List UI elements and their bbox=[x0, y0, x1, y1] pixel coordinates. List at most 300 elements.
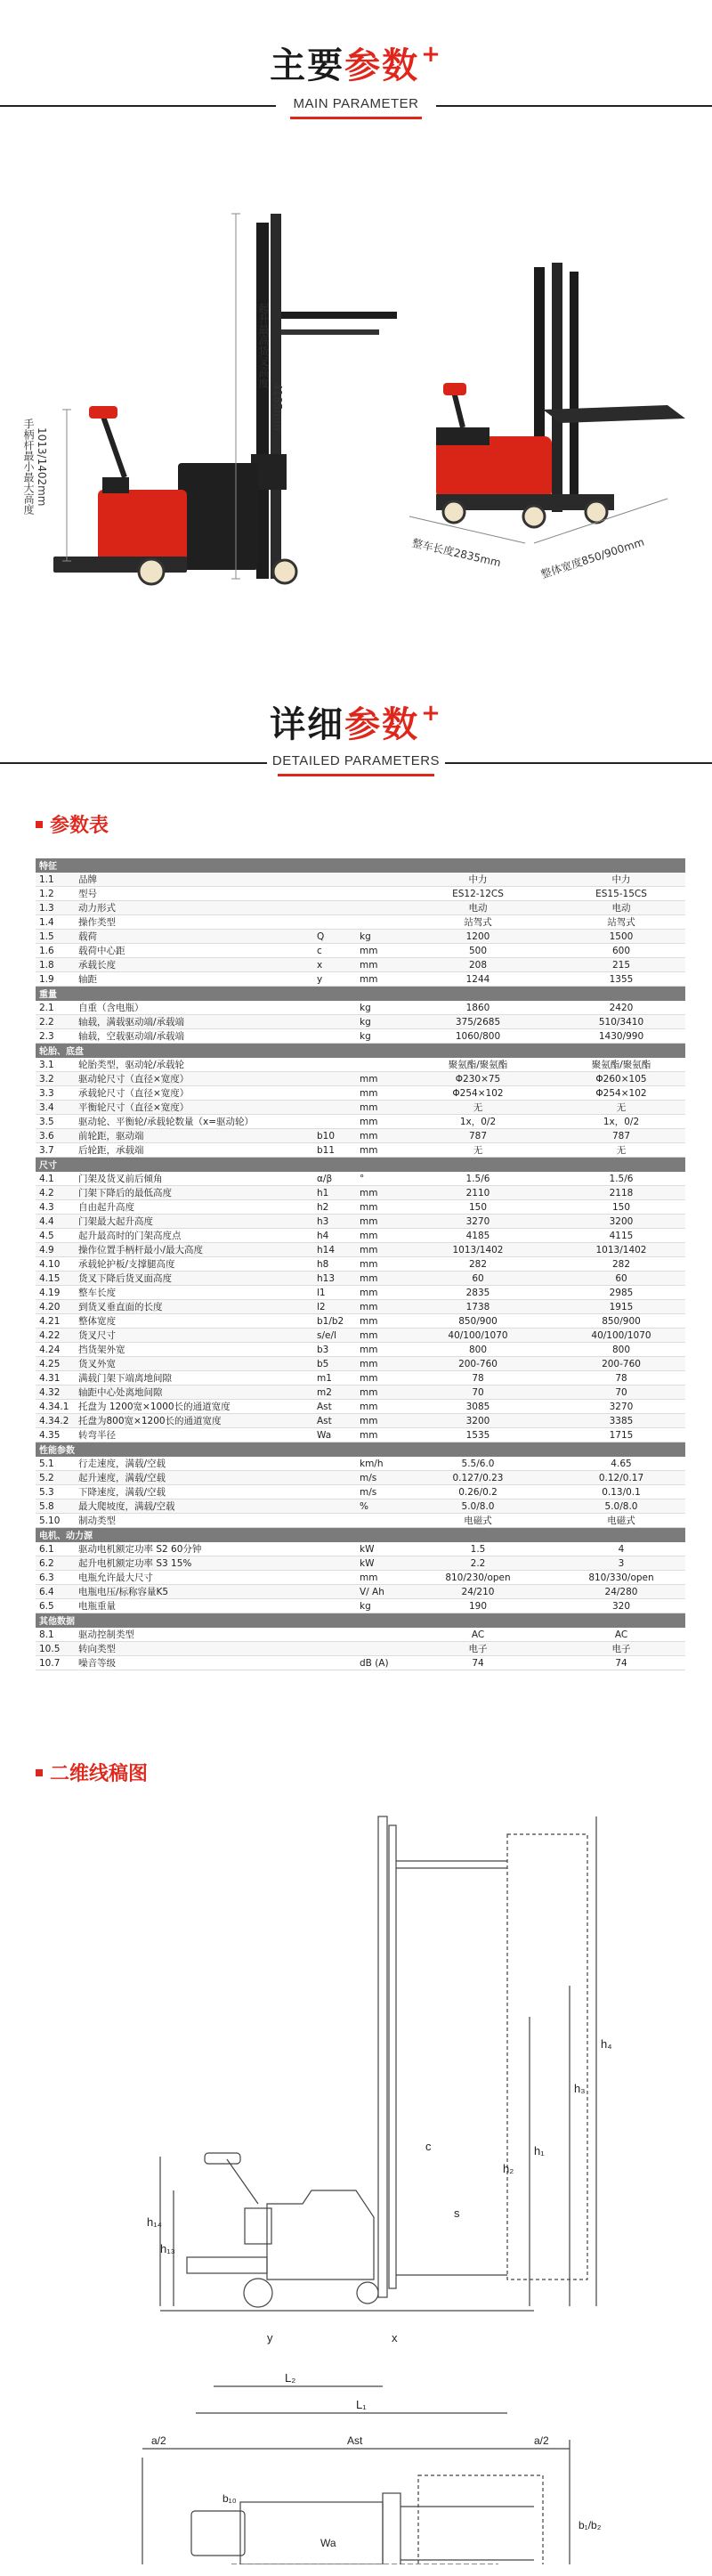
value-es15: 站驾式 bbox=[557, 915, 685, 930]
value-es12: 电磁式 bbox=[399, 1514, 557, 1528]
row-unit: mm bbox=[356, 1300, 399, 1314]
row-name: 后轮距，承载端 bbox=[75, 1143, 313, 1158]
label-s: s bbox=[454, 2206, 460, 2220]
table-row bbox=[36, 1243, 685, 1257]
table-row bbox=[36, 887, 685, 901]
row-name: 起升最高时的门架高度点 bbox=[75, 1229, 313, 1243]
row-unit: kg bbox=[356, 1599, 399, 1613]
table-row bbox=[36, 1642, 685, 1656]
value-es12: 站驾式 bbox=[399, 915, 557, 930]
title-black-part: 主要 bbox=[270, 45, 345, 86]
value-es12: 4185 bbox=[399, 1229, 557, 1243]
row-name: 起升电机额定功率 S3 15% bbox=[75, 1556, 313, 1571]
row-number: 5.10 bbox=[36, 1514, 75, 1528]
category-label: 电机、动力源 bbox=[36, 1528, 685, 1542]
table-row bbox=[36, 958, 685, 972]
value-es12: 208 bbox=[399, 958, 557, 972]
row-symbol bbox=[313, 873, 356, 887]
row-number: 3.4 bbox=[36, 1101, 75, 1115]
row-unit: kW bbox=[356, 1542, 399, 1556]
value-es15: 4115 bbox=[557, 1229, 685, 1243]
row-number: 1.1 bbox=[36, 873, 75, 887]
value-es12: 1.5/6 bbox=[399, 1172, 557, 1186]
row-name: 门架下降后的最低高度 bbox=[75, 1186, 313, 1200]
row-number: 8.1 bbox=[36, 1628, 75, 1642]
table-row bbox=[36, 1029, 685, 1044]
value-es12: 1x，0/2 bbox=[399, 1115, 557, 1129]
row-name: 自由起升高度 bbox=[75, 1200, 313, 1215]
row-symbol: b5 bbox=[313, 1357, 356, 1371]
tiller-height-label: 手柄杆最小最大高度 bbox=[22, 418, 35, 515]
row-name: 承载轮护板/支撑腿高度 bbox=[75, 1257, 313, 1272]
row-symbol: x bbox=[313, 958, 356, 972]
row-number: 4.9 bbox=[36, 1243, 75, 1257]
value-es15: 1500 bbox=[557, 930, 685, 944]
value-es12: 无 bbox=[399, 1101, 557, 1115]
value-es15: 282 bbox=[557, 1257, 685, 1272]
row-unit: mm bbox=[356, 1371, 399, 1386]
row-name: 驱动电机额定功率 S2 60分钟 bbox=[75, 1542, 313, 1556]
table-row bbox=[36, 1400, 685, 1414]
parameter-table-heading: 参数表 bbox=[36, 810, 109, 838]
subtitle-red-underline bbox=[278, 774, 434, 776]
table-category-row bbox=[36, 987, 685, 1001]
table-category-row bbox=[36, 1044, 685, 1058]
value-es12: 1738 bbox=[399, 1300, 557, 1314]
value-es15: 850/900 bbox=[557, 1314, 685, 1329]
row-unit bbox=[356, 901, 399, 915]
value-es12: 60 bbox=[399, 1272, 557, 1286]
value-es15: 510/3410 bbox=[557, 1015, 685, 1029]
row-unit: mm bbox=[356, 1400, 399, 1414]
value-es15: 0.12/0.17 bbox=[557, 1471, 685, 1485]
row-name: 型号 bbox=[75, 887, 313, 901]
row-symbol: h13 bbox=[313, 1272, 356, 1286]
category-label: 尺寸 bbox=[36, 1158, 685, 1172]
table-row bbox=[36, 1300, 685, 1314]
row-symbol: s/e/l bbox=[313, 1329, 356, 1343]
row-symbol: m1 bbox=[313, 1371, 356, 1386]
label-y: y bbox=[267, 2331, 273, 2344]
title-plus-mark: + bbox=[421, 41, 442, 68]
row-name: 轴距 bbox=[75, 972, 313, 987]
detailed-parameters-subtitle: DETAILED PARAMETERS bbox=[271, 753, 441, 768]
value-es15: 聚氨酯/聚氨酯 bbox=[557, 1058, 685, 1072]
label-a2-left: a/2 bbox=[151, 2434, 166, 2447]
stacker-perspective-photo bbox=[400, 249, 703, 552]
row-name: 电瓶电压/标称容量K5 bbox=[75, 1585, 313, 1599]
subtitle-red-underline bbox=[290, 117, 422, 119]
row-symbol: m2 bbox=[313, 1386, 356, 1400]
row-symbol: l2 bbox=[313, 1300, 356, 1314]
value-es15: 787 bbox=[557, 1129, 685, 1143]
row-symbol bbox=[313, 1556, 356, 1571]
row-number: 4.22 bbox=[36, 1329, 75, 1343]
table-category-row bbox=[36, 1613, 685, 1628]
row-name: 承载长度 bbox=[75, 958, 313, 972]
value-es15: 0.13/0.1 bbox=[557, 1485, 685, 1499]
value-es12: 3200 bbox=[399, 1414, 557, 1428]
parameter-table bbox=[36, 858, 685, 1670]
value-es15: 215 bbox=[557, 958, 685, 972]
row-symbol: b10 bbox=[313, 1129, 356, 1143]
value-es15: 1430/990 bbox=[557, 1029, 685, 1044]
row-unit: kg bbox=[356, 930, 399, 944]
value-es12: 800 bbox=[399, 1343, 557, 1357]
row-name: 转弯半径 bbox=[75, 1428, 313, 1442]
stacker-side-photo bbox=[18, 196, 409, 588]
row-number: 4.21 bbox=[36, 1314, 75, 1329]
row-symbol: y bbox=[313, 972, 356, 987]
row-symbol bbox=[313, 1485, 356, 1499]
value-es12: 聚氨酯/聚氨酯 bbox=[399, 1058, 557, 1072]
table-row bbox=[36, 1585, 685, 1599]
row-number: 4.32 bbox=[36, 1386, 75, 1400]
row-symbol bbox=[313, 1514, 356, 1528]
row-name: 货叉尺寸 bbox=[75, 1329, 313, 1343]
value-es12: 2835 bbox=[399, 1286, 557, 1300]
row-number: 3.3 bbox=[36, 1086, 75, 1101]
row-symbol bbox=[313, 1001, 356, 1015]
value-es12: 1060/800 bbox=[399, 1029, 557, 1044]
row-name: 操作位置手柄杆最小/最大高度 bbox=[75, 1243, 313, 1257]
row-symbol bbox=[313, 1058, 356, 1072]
label-x: x bbox=[392, 2331, 398, 2344]
row-unit: ° bbox=[356, 1172, 399, 1186]
value-es12: 无 bbox=[399, 1143, 557, 1158]
row-unit: mm bbox=[356, 958, 399, 972]
row-unit bbox=[356, 915, 399, 930]
table-row bbox=[36, 1457, 685, 1471]
row-symbol bbox=[313, 1571, 356, 1585]
row-unit: mm bbox=[356, 1143, 399, 1158]
value-es15: 3 bbox=[557, 1556, 685, 1571]
row-symbol: h8 bbox=[313, 1257, 356, 1272]
row-symbol bbox=[313, 1086, 356, 1101]
row-number: 1.2 bbox=[36, 887, 75, 901]
title-red-part: 参数 bbox=[344, 45, 420, 86]
value-es15: 2420 bbox=[557, 1001, 685, 1015]
row-number: 5.2 bbox=[36, 1471, 75, 1485]
row-name: 起升速度，满载/空载 bbox=[75, 1471, 313, 1485]
table-row bbox=[36, 1485, 685, 1499]
line-drawing bbox=[0, 1799, 712, 2564]
row-unit: mm bbox=[356, 1329, 399, 1343]
label-l2: L₂ bbox=[285, 2371, 296, 2385]
value-es12: 电动 bbox=[399, 901, 557, 915]
row-unit: mm bbox=[356, 1186, 399, 1200]
row-name: 门架及货叉前后倾角 bbox=[75, 1172, 313, 1186]
row-symbol: Wa bbox=[313, 1428, 356, 1442]
value-es12: 1535 bbox=[399, 1428, 557, 1442]
row-unit: V/ Ah bbox=[356, 1585, 399, 1599]
row-name: 承载轮尺寸（直径×宽度） bbox=[75, 1086, 313, 1101]
table-row bbox=[36, 1414, 685, 1428]
table-row bbox=[36, 944, 685, 958]
row-name: 载荷中心距 bbox=[75, 944, 313, 958]
row-symbol: b3 bbox=[313, 1343, 356, 1357]
value-es15: 5.0/8.0 bbox=[557, 1499, 685, 1514]
value-es12: 190 bbox=[399, 1599, 557, 1613]
value-es12: AC bbox=[399, 1628, 557, 1642]
row-name: 挡货架外宽 bbox=[75, 1343, 313, 1357]
value-es15: 800 bbox=[557, 1343, 685, 1357]
row-unit: kW bbox=[356, 1556, 399, 1571]
row-unit bbox=[356, 1642, 399, 1656]
category-label: 轮胎、底盘 bbox=[36, 1044, 685, 1058]
table-row bbox=[36, 1499, 685, 1514]
row-name: 驱动轮尺寸（直径×宽度） bbox=[75, 1072, 313, 1086]
label-h14: h₁₄ bbox=[147, 2215, 162, 2229]
category-label: 重量 bbox=[36, 987, 685, 1001]
row-name: 轴载，满载驱动端/承载端 bbox=[75, 1015, 313, 1029]
lift-height-value: 4185mm bbox=[271, 383, 284, 431]
row-name: 电瓶允许最大尺寸 bbox=[75, 1571, 313, 1585]
label-h2: h₂ bbox=[503, 2162, 514, 2175]
table-row bbox=[36, 1072, 685, 1086]
table-row bbox=[36, 1001, 685, 1015]
table-row bbox=[36, 1200, 685, 1215]
row-unit: mm bbox=[356, 944, 399, 958]
row-unit: kg bbox=[356, 1015, 399, 1029]
value-es15: 1915 bbox=[557, 1300, 685, 1314]
value-es15: 24/280 bbox=[557, 1585, 685, 1599]
value-es12: ES12-12CS bbox=[399, 887, 557, 901]
row-number: 5.1 bbox=[36, 1457, 75, 1471]
label-l1: L₁ bbox=[356, 2398, 367, 2411]
table-row bbox=[36, 1272, 685, 1286]
value-es12: 74 bbox=[399, 1656, 557, 1670]
table-row bbox=[36, 1542, 685, 1556]
row-name: 动力形式 bbox=[75, 901, 313, 915]
table-row bbox=[36, 1086, 685, 1101]
row-name: 货叉下降后货叉面高度 bbox=[75, 1272, 313, 1286]
row-name: 噪音等级 bbox=[75, 1656, 313, 1670]
row-number: 3.1 bbox=[36, 1058, 75, 1072]
row-symbol bbox=[313, 887, 356, 901]
row-number: 5.3 bbox=[36, 1485, 75, 1499]
row-symbol: α/β bbox=[313, 1172, 356, 1186]
table-row bbox=[36, 1129, 685, 1143]
value-es15: 1013/1402 bbox=[557, 1243, 685, 1257]
row-number: 4.24 bbox=[36, 1343, 75, 1357]
value-es15: 78 bbox=[557, 1371, 685, 1386]
value-es12: 电子 bbox=[399, 1642, 557, 1656]
row-number: 3.7 bbox=[36, 1143, 75, 1158]
value-es15: 2985 bbox=[557, 1286, 685, 1300]
row-unit: mm bbox=[356, 1257, 399, 1272]
row-name: 整车长度 bbox=[75, 1286, 313, 1300]
row-number: 5.8 bbox=[36, 1499, 75, 1514]
row-symbol bbox=[313, 915, 356, 930]
row-name: 托盘为800宽×1200长的通道宽度 bbox=[75, 1414, 313, 1428]
value-es15: 电子 bbox=[557, 1642, 685, 1656]
table-row bbox=[36, 1015, 685, 1029]
value-es12: 24/210 bbox=[399, 1585, 557, 1599]
value-es15: 1715 bbox=[557, 1428, 685, 1442]
row-name: 驱动控制类型 bbox=[75, 1628, 313, 1642]
table-row bbox=[36, 1215, 685, 1229]
value-es15: 70 bbox=[557, 1386, 685, 1400]
value-es12: 375/2685 bbox=[399, 1015, 557, 1029]
row-number: 1.3 bbox=[36, 901, 75, 915]
value-es12: 787 bbox=[399, 1129, 557, 1143]
side-view-drawing bbox=[160, 1816, 596, 2413]
category-label: 性能参数 bbox=[36, 1442, 685, 1457]
row-unit: mm bbox=[356, 1072, 399, 1086]
row-symbol bbox=[313, 1101, 356, 1115]
value-es15: 810/330/open bbox=[557, 1571, 685, 1585]
value-es12: 1860 bbox=[399, 1001, 557, 1015]
row-number: 1.8 bbox=[36, 958, 75, 972]
table-row bbox=[36, 873, 685, 887]
label-h13: h₁₃ bbox=[160, 2242, 175, 2255]
overall-length-label: 整车长度2835mm bbox=[410, 536, 503, 570]
row-number: 4.20 bbox=[36, 1300, 75, 1314]
row-symbol bbox=[313, 1628, 356, 1642]
value-es15: 无 bbox=[557, 1143, 685, 1158]
table-row bbox=[36, 1329, 685, 1343]
value-es15: 200-760 bbox=[557, 1357, 685, 1371]
label-wa: Wa bbox=[320, 2537, 336, 2549]
row-symbol bbox=[313, 1015, 356, 1029]
row-name: 轴距中心处离地间隙 bbox=[75, 1386, 313, 1400]
value-es15: 600 bbox=[557, 944, 685, 958]
row-symbol bbox=[313, 901, 356, 915]
value-es15: 1355 bbox=[557, 972, 685, 987]
row-unit: mm bbox=[356, 1086, 399, 1101]
row-name: 下降速度，满载/空载 bbox=[75, 1485, 313, 1499]
row-unit: mm bbox=[356, 1414, 399, 1428]
value-es12: 5.5/6.0 bbox=[399, 1457, 557, 1471]
row-symbol bbox=[313, 1029, 356, 1044]
row-unit bbox=[356, 873, 399, 887]
row-symbol bbox=[313, 1471, 356, 1485]
row-name: 轮胎类型，驱动轮/承载轮 bbox=[75, 1058, 313, 1072]
table-row bbox=[36, 1257, 685, 1272]
row-name: 轴载，空载驱动端/承载端 bbox=[75, 1029, 313, 1044]
row-symbol: h14 bbox=[313, 1243, 356, 1257]
row-unit: mm bbox=[356, 1571, 399, 1585]
table-row bbox=[36, 1514, 685, 1528]
value-es12: Φ230×75 bbox=[399, 1072, 557, 1086]
row-name: 到货叉垂直面的长度 bbox=[75, 1300, 313, 1314]
row-symbol bbox=[313, 1585, 356, 1599]
table-row bbox=[36, 1428, 685, 1442]
row-unit: dB (A) bbox=[356, 1656, 399, 1670]
table-row bbox=[36, 1556, 685, 1571]
row-symbol: h4 bbox=[313, 1229, 356, 1243]
title-plus-mark: + bbox=[421, 700, 442, 727]
table-row bbox=[36, 930, 685, 944]
table-row bbox=[36, 1143, 685, 1158]
label-h1: h₁ bbox=[534, 2144, 545, 2158]
row-number: 6.4 bbox=[36, 1585, 75, 1599]
table-row bbox=[36, 1314, 685, 1329]
table-category-row bbox=[36, 1442, 685, 1457]
row-symbol: Ast bbox=[313, 1400, 356, 1414]
row-name: 自重（含电瓶） bbox=[75, 1001, 313, 1015]
title-black-part: 详细 bbox=[270, 704, 345, 745]
row-unit: mm bbox=[356, 1101, 399, 1115]
table-category-row bbox=[36, 1528, 685, 1542]
row-number: 4.25 bbox=[36, 1357, 75, 1371]
label-h4: h₄ bbox=[601, 2037, 612, 2051]
value-es15: 3270 bbox=[557, 1400, 685, 1414]
row-symbol: Ast bbox=[313, 1414, 356, 1428]
row-number: 4.15 bbox=[36, 1272, 75, 1286]
row-unit: mm bbox=[356, 1215, 399, 1229]
row-symbol bbox=[313, 1642, 356, 1656]
value-es12: 282 bbox=[399, 1257, 557, 1272]
value-es12: 2110 bbox=[399, 1186, 557, 1200]
table-row bbox=[36, 1386, 685, 1400]
divider-right bbox=[436, 105, 712, 107]
value-es15: ES15-15CS bbox=[557, 887, 685, 901]
row-number: 3.5 bbox=[36, 1115, 75, 1129]
label-ast: Ast bbox=[347, 2434, 363, 2447]
value-es15: 4.65 bbox=[557, 1457, 685, 1471]
row-unit: % bbox=[356, 1499, 399, 1514]
row-unit: mm bbox=[356, 1286, 399, 1300]
row-symbol: b11 bbox=[313, 1143, 356, 1158]
value-es12: 2.2 bbox=[399, 1556, 557, 1571]
label-b1b2: b₁/b₂ bbox=[578, 2519, 602, 2531]
main-parameter-title bbox=[0, 37, 712, 88]
row-name: 行走速度，满载/空载 bbox=[75, 1457, 313, 1471]
row-unit: km/h bbox=[356, 1457, 399, 1471]
row-unit: mm bbox=[356, 1357, 399, 1371]
table-row bbox=[36, 1357, 685, 1371]
value-es12: 70 bbox=[399, 1386, 557, 1400]
row-number: 4.1 bbox=[36, 1172, 75, 1186]
row-symbol: h3 bbox=[313, 1215, 356, 1229]
row-unit: mm bbox=[356, 1314, 399, 1329]
label-h3: h₃ bbox=[574, 2082, 586, 2095]
table-row bbox=[36, 1628, 685, 1642]
value-es12: 200-760 bbox=[399, 1357, 557, 1371]
label-a2-right: a/2 bbox=[534, 2434, 549, 2447]
value-es15: 40/100/1070 bbox=[557, 1329, 685, 1343]
row-name: 品牌 bbox=[75, 873, 313, 887]
value-es15: 中力 bbox=[557, 873, 685, 887]
value-es12: Φ254×102 bbox=[399, 1086, 557, 1101]
row-number: 2.3 bbox=[36, 1029, 75, 1044]
lift-height-label bbox=[256, 303, 271, 388]
row-number: 6.3 bbox=[36, 1571, 75, 1585]
tiller-height-value: 1013/1402mm bbox=[36, 427, 48, 507]
value-es15: 电磁式 bbox=[557, 1514, 685, 1528]
row-unit: mm bbox=[356, 1428, 399, 1442]
value-es12: 中力 bbox=[399, 873, 557, 887]
row-unit: mm bbox=[356, 1272, 399, 1286]
row-symbol: Q bbox=[313, 930, 356, 944]
row-name: 转向类型 bbox=[75, 1642, 313, 1656]
row-number: 4.3 bbox=[36, 1200, 75, 1215]
row-number: 10.5 bbox=[36, 1642, 75, 1656]
table-row bbox=[36, 1172, 685, 1186]
row-number: 4.34.1 bbox=[36, 1400, 75, 1414]
row-number: 6.5 bbox=[36, 1599, 75, 1613]
value-es12: 0.26/0.2 bbox=[399, 1485, 557, 1499]
row-number: 4.19 bbox=[36, 1286, 75, 1300]
row-number: 6.2 bbox=[36, 1556, 75, 1571]
value-es12: 1244 bbox=[399, 972, 557, 987]
row-unit: m/s bbox=[356, 1485, 399, 1499]
value-es15: 3200 bbox=[557, 1215, 685, 1229]
row-unit bbox=[356, 1628, 399, 1642]
value-es12: 850/900 bbox=[399, 1314, 557, 1329]
